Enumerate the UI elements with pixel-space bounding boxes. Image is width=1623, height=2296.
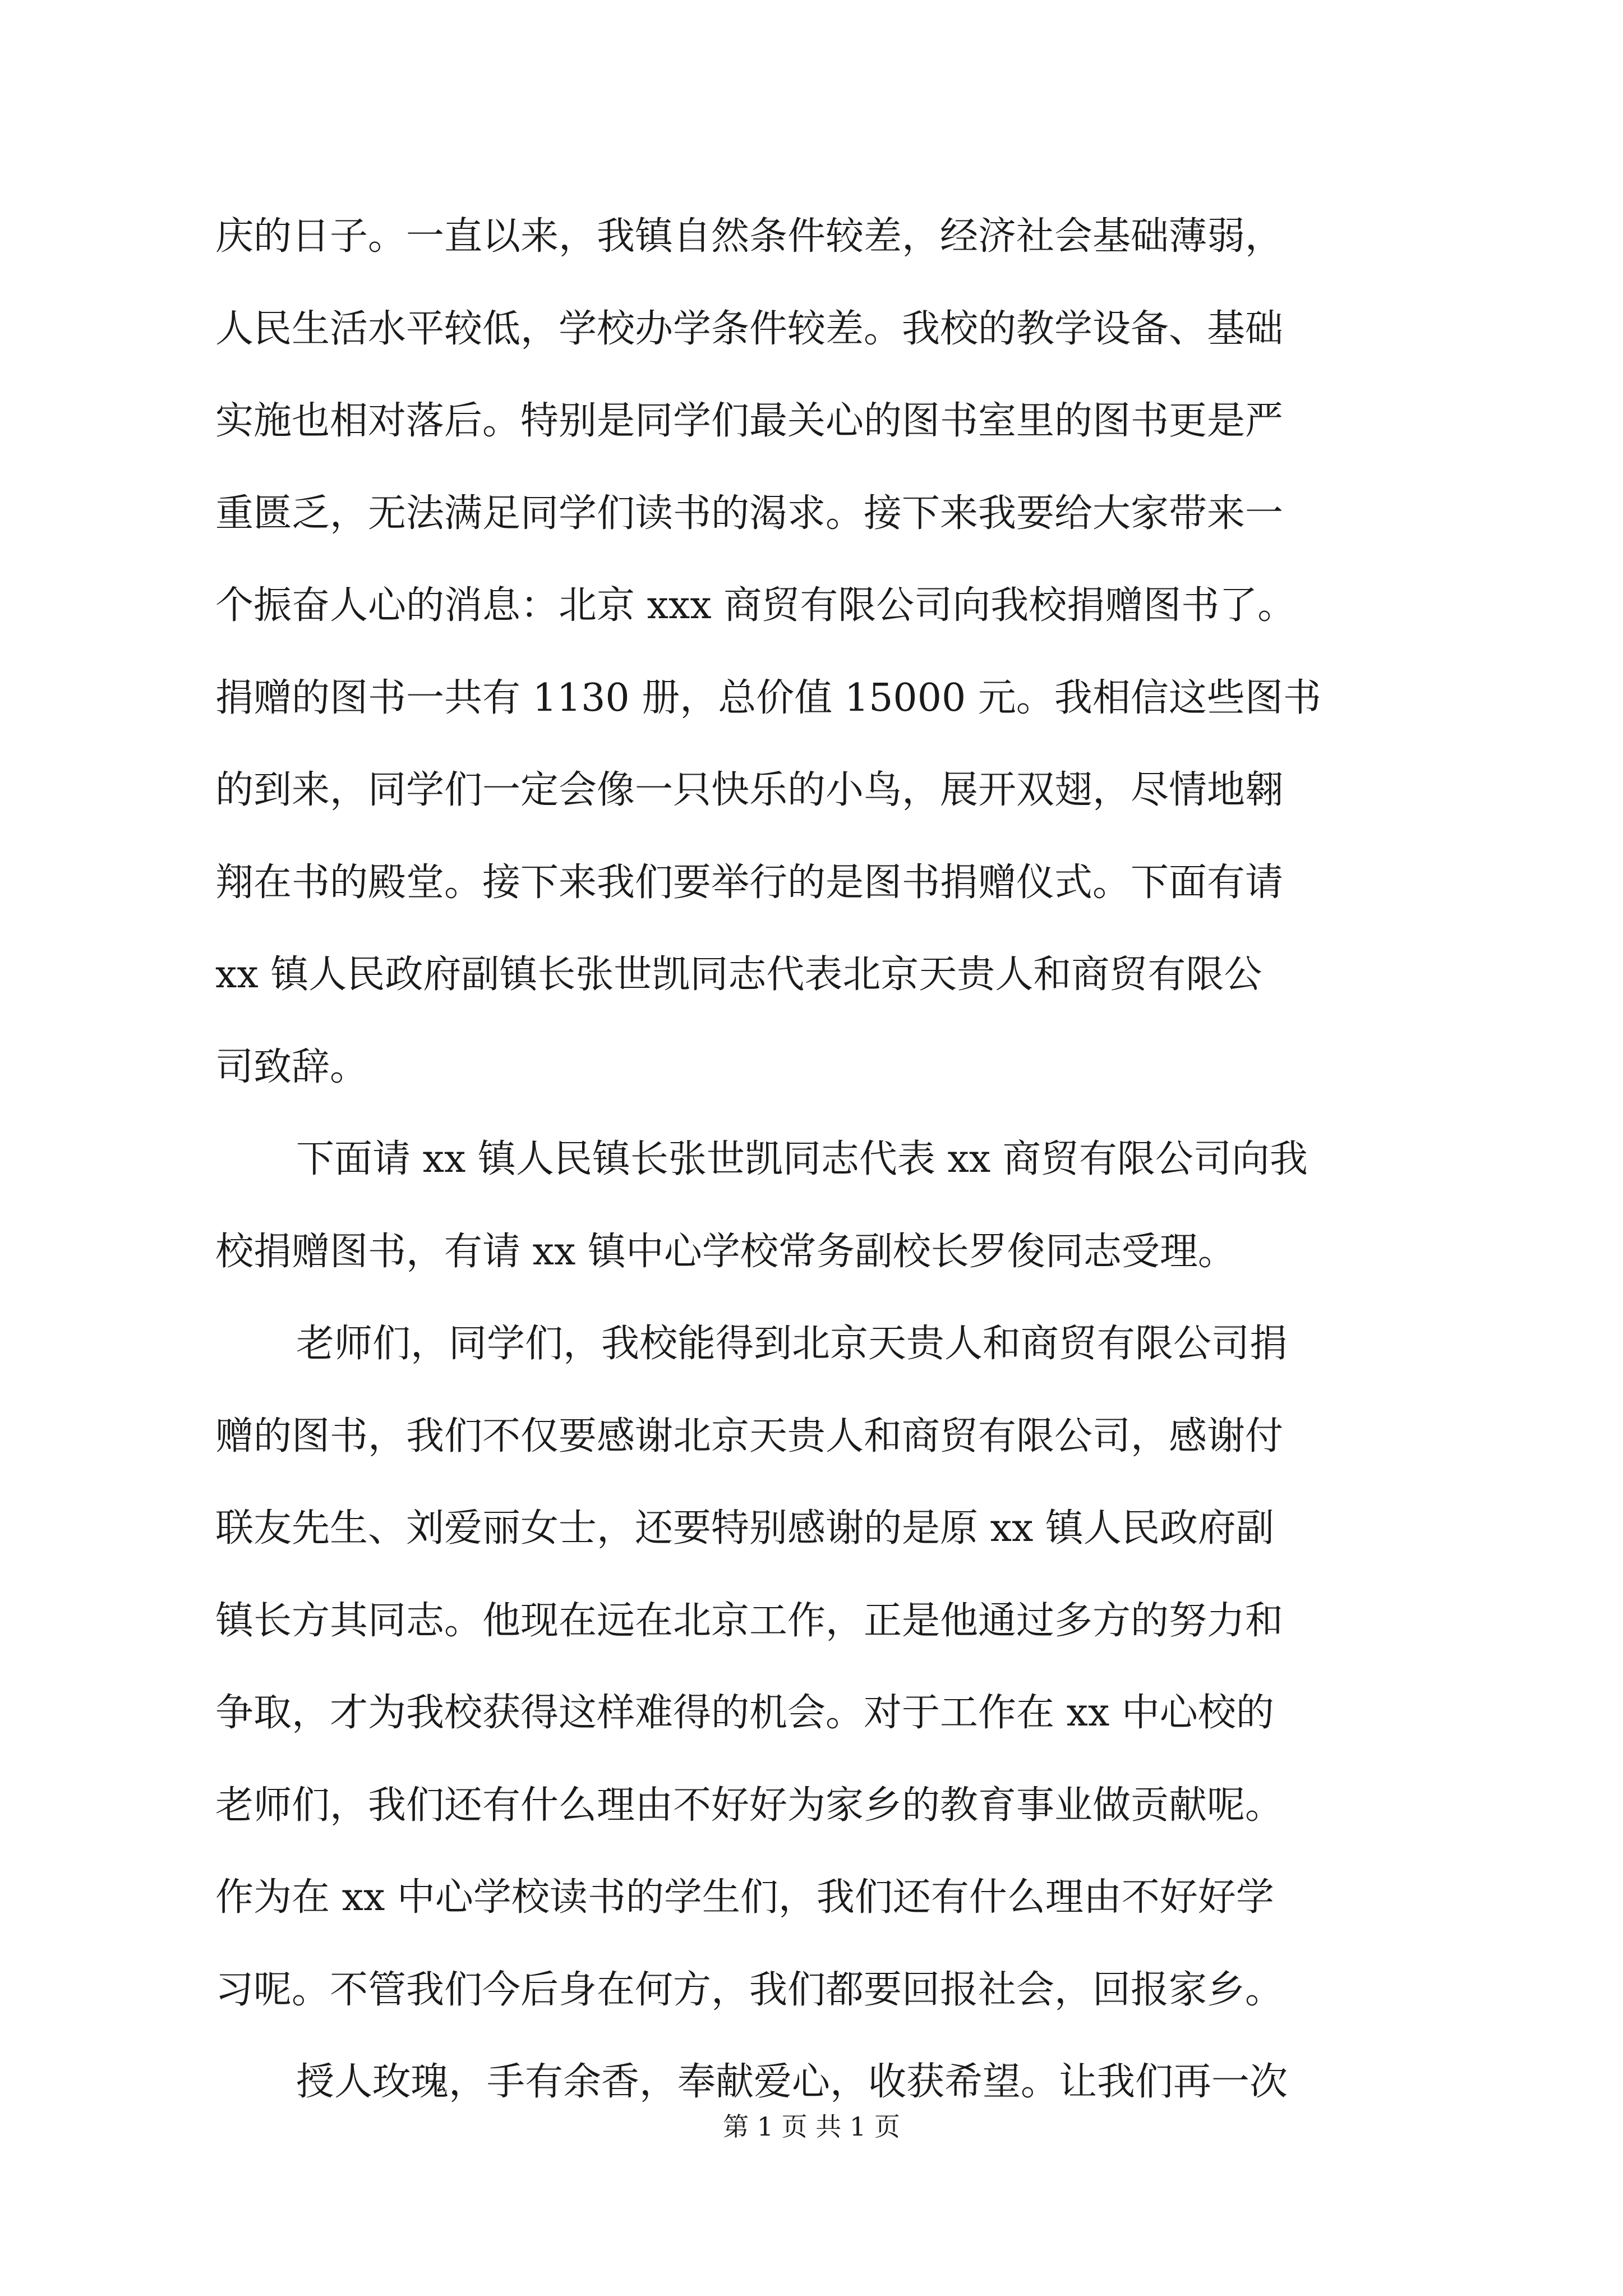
text-line: 司致辞。 — [215, 1045, 368, 1089]
text-line: 实施也相对落后。特别是同学们最关心的图书室里的图书更是严 — [215, 399, 1284, 443]
text-line: 下面请 xx 镇人民镇长张世凯同志代表 xx 商贸有限公司向我 — [296, 1137, 1308, 1181]
text-line: 翔在书的殿堂。接下来我们要举行的是图书捐赠仪式。下面有请 — [215, 860, 1284, 905]
text-line: 的到来，同学们一定会像一只快乐的小鸟，展开双翅，尽情地翱 — [215, 768, 1284, 812]
text-line: 作为在 xx 中心学校读书的学生们，我们还有什么理由不好好学 — [215, 1875, 1274, 1920]
text-line: 个振奋人心的消息：北京 xxx 商贸有限公司向我校捐赠图书了。 — [215, 583, 1296, 628]
text-line: 联友先生、刘爱丽女士，还要特别感谢的是原 xx 镇人民政府副 — [215, 1506, 1274, 1550]
text-line: 赠的图书，我们不仅要感谢北京天贵人和商贸有限公司，感谢付 — [215, 1414, 1284, 1458]
text-line: 授人玫瑰，手有余香，奉献爱心，收获希望。让我们再一次 — [296, 2060, 1288, 2104]
text-line: 习呢。不管我们今后身在何方，我们都要回报社会，回报家乡。 — [215, 1967, 1284, 2012]
text-line: 捐赠的图书一共有 1130 册，总价值 15000 元。我相信这些图书 — [215, 675, 1321, 720]
text-line: 重匮乏，无法满足同学们读书的渴求。接下来我要给大家带来一 — [215, 491, 1284, 536]
text-line: 老师们，同学们，我校能得到北京天贵人和商贸有限公司捐 — [296, 1322, 1288, 1366]
text-line: 争取，才为我校获得这样难得的机会。对于工作在 xx 中心校的 — [215, 1691, 1274, 1735]
document-body — [215, 191, 1419, 2129]
text-line: 镇长方其同志。他现在远在北京工作，正是他通过多方的努力和 — [215, 1598, 1284, 1643]
page-footer: 第 1 页 共 1 页 — [723, 2111, 900, 2142]
text-line: 人民生活水平较低，学校办学条件较差。我校的教学设备、基础 — [215, 306, 1284, 351]
text-line: xx 镇人民政府副镇长张世凯同志代表北京天贵人和商贸有限公 — [215, 953, 1262, 997]
text-line: 校捐赠图书，有请 xx 镇中心学校常务副校长罗俊同志受理。 — [215, 1229, 1236, 1274]
text-line: 庆的日子。一直以来，我镇自然条件较差，经济社会基础薄弱， — [215, 214, 1284, 259]
text-line: 老师们，我们还有什么理由不好好为家乡的教育事业做贡献呢。 — [215, 1783, 1284, 1828]
